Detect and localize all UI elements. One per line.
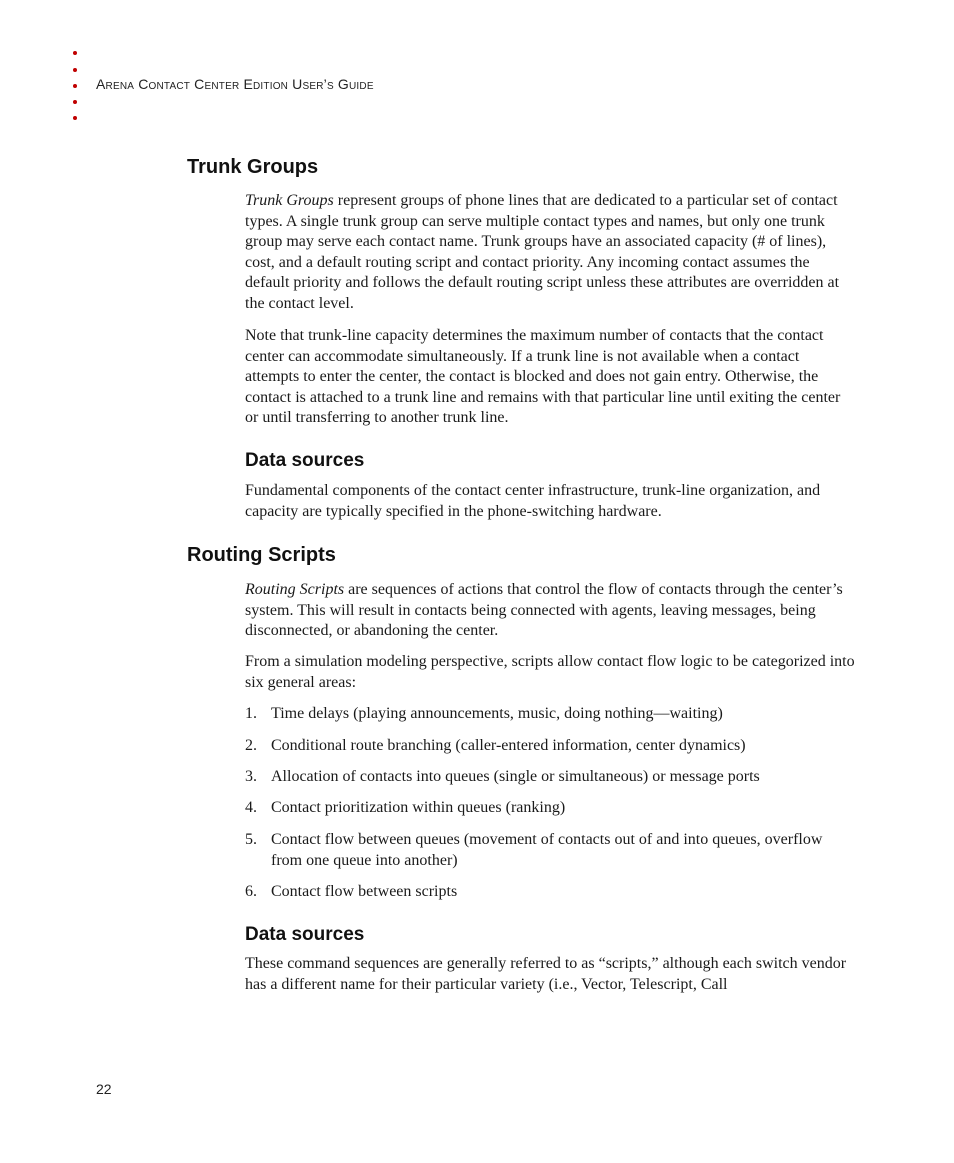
list-item <box>245 882 857 903</box>
subsection-title-data-sources-trunk: Data sources <box>245 450 365 471</box>
trunk-data-sources-paragraph: Fundamental components of the contact center infrastructure, trunk-line organization, and capacity are typically specified in the phone-switching hardware. <box>245 482 821 520</box>
section-title-trunk-groups: Trunk Groups <box>187 156 319 178</box>
trunk-groups-paragraph-2: Note that trunk-line capacity determines the maximum number of contacts that the contact center can accommodate simultaneously. If a trunk line is not available when a contact attempts to enter the center, the contact is blocked and does not gain entry. Otherwise, the contact is attached to a trunk line and remains with that particular line until exiting the center or until transferring to another trunk line. <box>245 327 841 427</box>
list-item-text: Contact flow between queues (movement of contacts out of and into queues, overflow from one queue into another) <box>271 831 823 869</box>
list-item-text: Allocation of contacts into queues (single or simultaneous) or message ports <box>271 768 760 785</box>
list-item-number: 5. <box>245 831 257 848</box>
list-item <box>245 798 857 819</box>
list-item-text: Conditional route branching (caller-entered information, center dynamics) <box>271 737 746 754</box>
list-item <box>245 830 857 871</box>
list-item-number: 1. <box>245 705 257 722</box>
list-item-text: Contact flow between scripts <box>271 883 458 900</box>
margin-dot <box>73 116 77 120</box>
list-item-text: Time delays (playing announcements, music, doing nothing—waiting) <box>271 705 723 722</box>
list-item-number: 3. <box>245 768 257 785</box>
section-title-routing-scripts: Routing Scripts <box>187 544 336 566</box>
list-item-number: 4. <box>245 799 257 816</box>
list-item <box>245 704 857 725</box>
trunk-groups-paragraph-1 <box>245 191 857 315</box>
list-item-text: Contact prioritization within queues (ranking) <box>271 799 566 816</box>
margin-dot <box>73 84 77 88</box>
list-item-number: 2. <box>245 737 257 754</box>
running-header: Arena Contact Center Edition User’s Guide <box>96 76 374 92</box>
margin-dot <box>73 100 77 104</box>
routing-scripts-paragraph-2: From a simulation modeling perspective, scripts allow contact flow logic to be categorized into six general areas: <box>245 653 855 691</box>
list-item <box>245 767 857 788</box>
subsection-title-data-sources-routing: Data sources <box>245 924 365 945</box>
list-item-number: 6. <box>245 883 257 900</box>
list-item <box>245 736 857 757</box>
term-trunk-groups: Trunk Groups <box>245 192 334 209</box>
page-number: 22 <box>96 1081 112 1097</box>
margin-dot <box>73 51 77 55</box>
routing-scripts-paragraph-1 <box>245 580 857 642</box>
margin-dot <box>73 68 77 72</box>
trunk-groups-paragraph-1-text: represent groups of phone lines that are dedicated to a particular set of contact types. A single trunk group can serve multiple contact types and names, but only one trunk group may serve each contact name. Trunk groups have an associated capacity (# of lines), cost, and a default routing script and contact priority. Any incoming contact assumes the default priority and follows the default routing script unless these attributes are overridden at the contact level. <box>245 192 840 312</box>
routing-data-sources-paragraph: These command sequences are generally referred to as “scripts,” although each switch vendor has a different name for their particular variety (i.e., Vector, Telescript, Call <box>245 955 847 993</box>
routing-scripts-paragraph-1-text: are sequences of actions that control the flow of contacts through the center’s system. This will result in contacts being connected with agents, leaving messages, being disconnected, or abandoning the center. <box>245 581 843 640</box>
term-routing-scripts: Routing Scripts <box>245 581 345 598</box>
